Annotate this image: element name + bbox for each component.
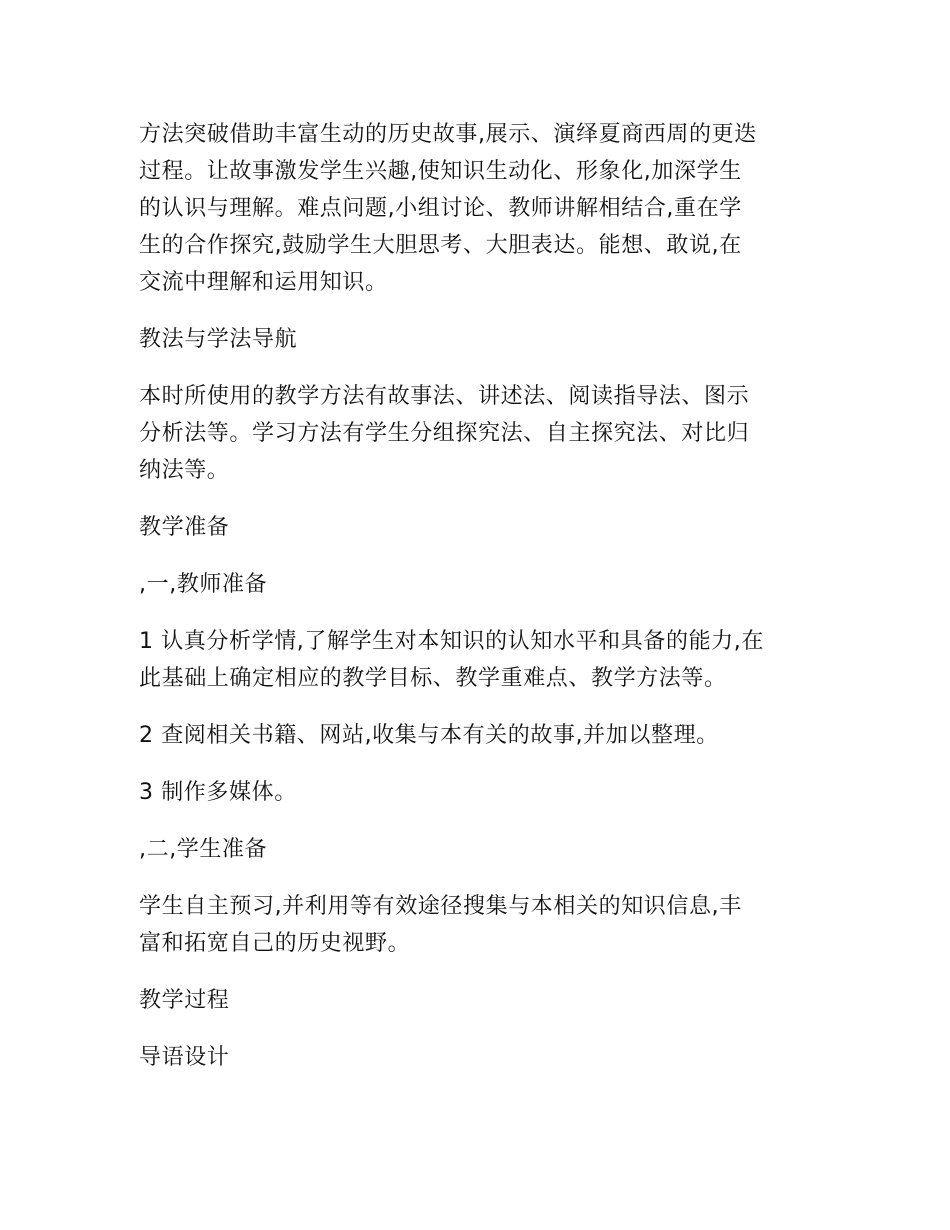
text-line: 2 查阅相关书籍、网站,收集与本有关的故事,并加以整理。 [139,723,719,748]
teacher-prep-item-1 [139,623,819,697]
heading-teaching-process: 教学过程 [139,988,230,1013]
heading-teaching-methods: 教法与学法导航 [139,327,298,352]
text-line: 分析法等。学习方法有学生分组探究法、自主探究法、对比归 [139,421,750,446]
heading-teacher-preparation: ,一,教师准备 [139,572,268,597]
text-line: 3 制作多媒体。 [139,780,297,805]
intro-paragraph [139,116,819,301]
text-line: 纳法等。 [139,458,230,483]
text-line: 此基础上确定相应的教学目标、教学重难点、教学方法等。 [139,666,727,691]
heading-teaching-preparation: 教学准备 [139,515,230,540]
heading-student-preparation: ,二,学生准备 [139,837,268,862]
heading-intro-design: 导语设计 [139,1045,230,1070]
text-line: 的认识与理解。难点问题,小组讨论、教师讲解相结合,重在学 [139,196,742,221]
teacher-prep-item-2 [139,717,819,754]
text-line: 生的合作探究,鼓励学生大胆思考、大胆表达。能想、敢说,在 [139,233,742,258]
student-prep-paragraph [139,888,819,962]
text-line: 过程。让故事激发学生兴趣,使知识生动化、形象化,加深学生 [139,159,742,184]
text-line: 方法突破借助丰富生动的历史故事,展示、演绎夏商西周的更迭 [139,122,757,147]
teacher-prep-item-3 [139,774,819,811]
methods-paragraph [139,378,819,489]
text-line: 学生自主预习,并利用等有效途径搜集与本相关的知识信息,丰 [139,894,742,919]
text-line: 交流中理解和运用知识。 [139,270,388,295]
text-line: 本时所使用的教学方法有故事法、讲述法、阅读指导法、图示 [139,384,750,409]
document-body [139,116,819,1096]
text-line: 1 认真分析学情,了解学生对本知识的认知水平和具备的能力,在 [139,629,764,654]
text-line: 富和拓宽自己的历史视野。 [139,931,411,956]
